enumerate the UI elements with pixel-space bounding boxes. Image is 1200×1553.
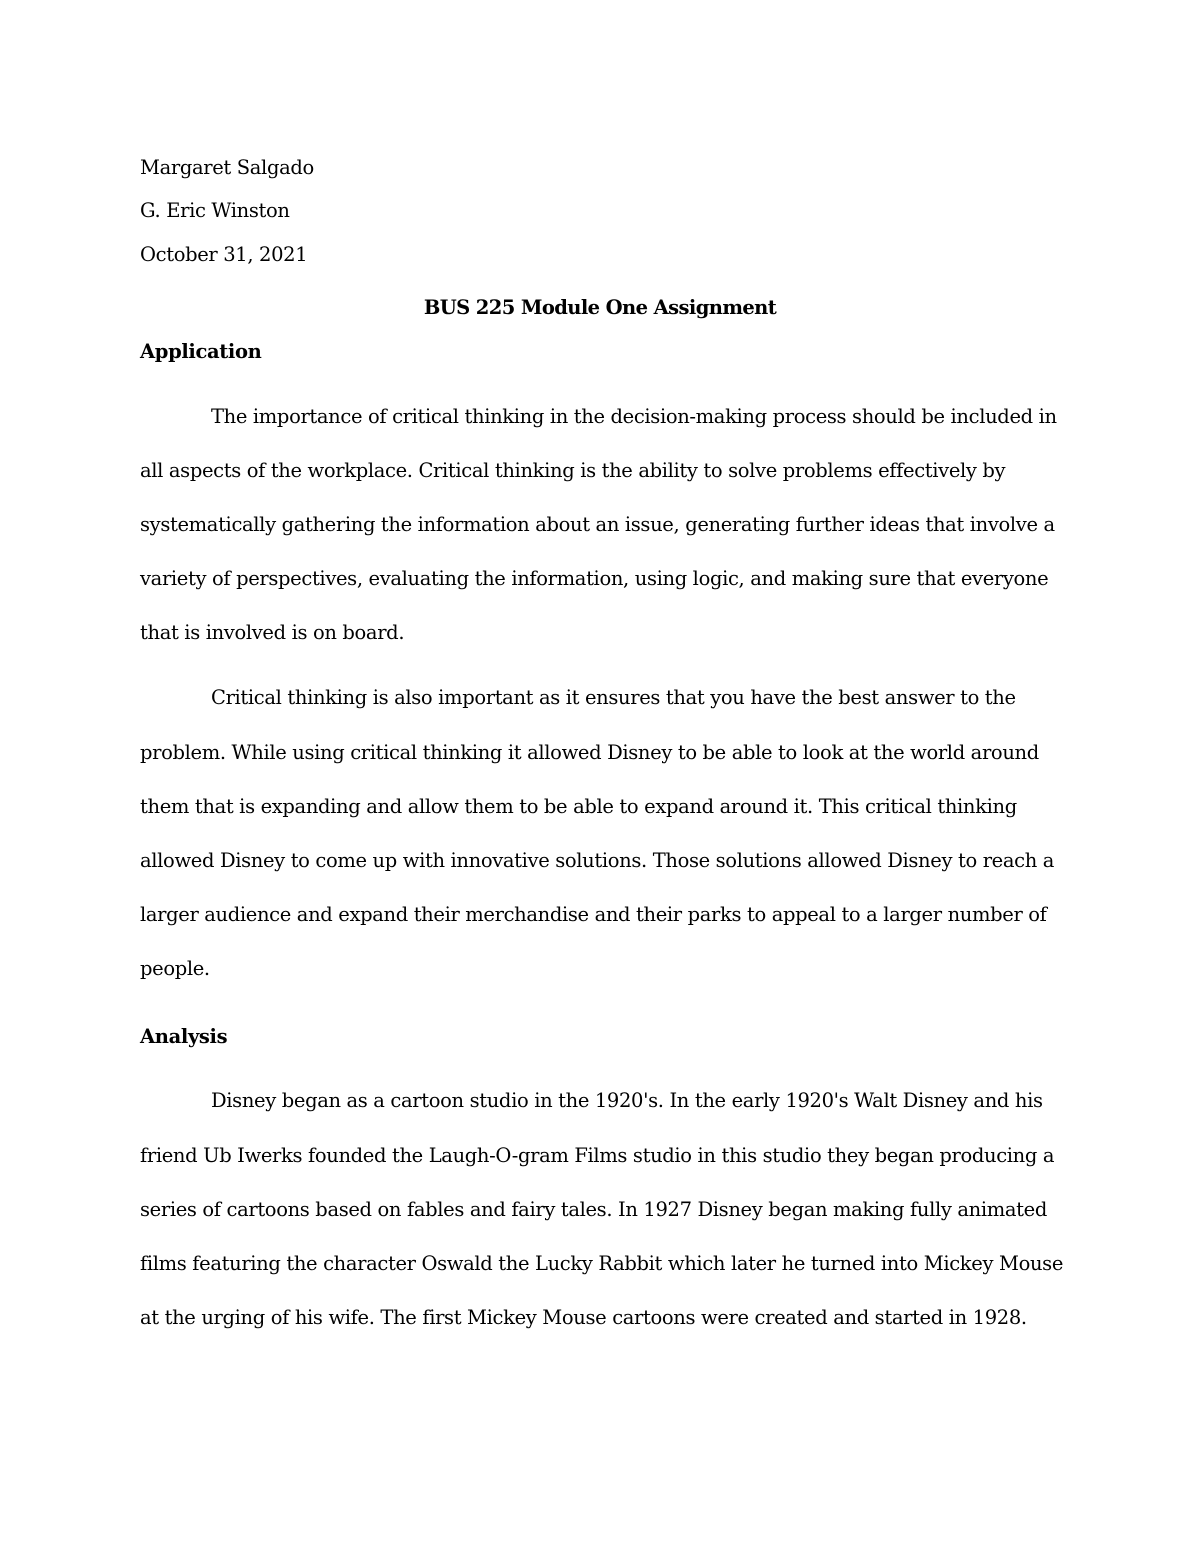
paragraph-line: series of cartoons based on fables and fairy tales. In 1927 Disney began making fully animated <box>140 1198 1047 1221</box>
submission-date: October 31, 2021 <box>140 243 308 266</box>
paragraph-line: The importance of critical thinking in the decision-making process should be included in <box>211 405 1057 428</box>
instructor-name: G. Eric Winston <box>140 199 290 222</box>
paragraph-line: people. <box>140 957 210 980</box>
paragraph-line: larger audience and expand their merchandise and their parks to appeal to a larger number of <box>140 903 1047 926</box>
paragraph-line: Critical thinking is also important as it ensures that you have the best answer to the <box>211 686 1016 709</box>
paragraph-line: systematically gathering the information about an issue, generating further ideas that involve a <box>140 513 1055 536</box>
document-title: BUS 225 Module One Assignment <box>423 296 777 319</box>
paragraph-line: variety of perspectives, evaluating the information, using logic, and making sure that everyone <box>140 567 1049 590</box>
paragraph-line: at the urging of his wife. The first Mickey Mouse cartoons were created and started in 1928. <box>140 1306 1027 1329</box>
student-name: Margaret Salgado <box>140 156 314 179</box>
section-heading-analysis: Analysis <box>140 1025 228 1048</box>
paragraph-line: all aspects of the workplace. Critical thinking is the ability to solve problems effectively by <box>140 459 1006 482</box>
section-heading-application: Application <box>140 340 262 363</box>
paragraph-line: that is involved is on board. <box>140 621 405 644</box>
paragraph-line: Disney began as a cartoon studio in the 1920's. In the early 1920's Walt Disney and his <box>211 1089 1043 1112</box>
paragraph-line: them that is expanding and allow them to be able to expand around it. This critical thinking <box>140 795 1017 818</box>
paragraph-line: allowed Disney to come up with innovative solutions. Those solutions allowed Disney to reach a <box>140 849 1055 872</box>
paragraph-line: films featuring the character Oswald the Lucky Rabbit which later he turned into Mickey Mouse <box>140 1252 1064 1275</box>
paragraph-line: friend Ub Iwerks founded the Laugh-O-gram Films studio in this studio they began producing a <box>140 1144 1055 1167</box>
paragraph-line: problem. While using critical thinking it allowed Disney to be able to look at the world around <box>140 741 1039 764</box>
